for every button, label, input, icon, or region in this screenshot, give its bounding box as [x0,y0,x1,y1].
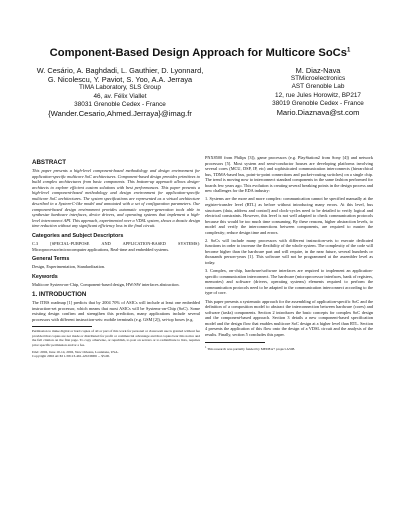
author-email: {Wander.Cesario,Ahmed.Jerraya}@imag.fr [48,109,192,119]
body-paragraph: This paper presents a systematic approach for the assembling of application-specific SoC and the definition of a composition model to abstract the interconnection between hardware (cores) and software (tasks) components. Section 2 introduces the basic concepts for complex SoC design and the component-based approach. Section 3 details a new component-based specification model and the design flow that enables multicore SoC design at a higher level than RTL. Section 4 presents the application of this flow onto the design of a VDSL circuit and the analysis of the results. Finally, section 5 concludes this paper. [205,298,373,337]
author-names: M. Diaz-Nava [295,66,341,75]
affiliation-line: TIMA Laboratory, SLS Group [79,84,161,92]
right-author-block [248,66,388,118]
author-names-line-1: W. Cesário, A. Baghdadi, L. Gauthier, D. Lyonnard, [36,66,204,75]
body-paragraph: 3. Complex, on-chip, hardware/software interfaces are required to implement an application-specific communication interconnect. The hardware (microprocessor interfaces, bank of registers, memories) and software (drivers, operating systems) elements required to perform the communication protocols need to be adapted to the communication interconnect according to the type of core. [205,268,373,296]
title-text: Component-Based Design Approach for Multicore SoCs [49,47,347,59]
footnote-divider [205,342,265,343]
affiliation-line: 12, rue Jules Horowitz, BP217 [275,91,361,99]
author-email: Mario.Diaznava@st.com [276,108,360,118]
abstract-heading: ABSTRACT [32,159,67,166]
affiliation-line: 38031 Grenoble Cedex - France [74,100,166,108]
title-footnote-mark: 1 [346,47,351,54]
affiliation-line: AST Grenoble Lab [291,83,345,91]
categories-heading: Categories and Subject Descriptors [32,233,124,240]
categories-text: C.3 [SPECIAL-PURPOSE AND APPLICATION-BASED SYSTEMS]: Microprocessor/microcomputer applications, Real-time and embedded systems. [32,241,200,252]
keywords-text: Multicore System-on-Chip, Component-based design, HW/SW interfaces abstraction. [32,281,180,287]
left-author-block [14,66,226,119]
introduction-heading: 1. INTRODUCTION [32,291,87,299]
affiliation-line: 46, av. Félix Viallet [93,92,147,100]
footnote-divider [32,326,92,327]
affiliation-line: STMicroelectronics [290,75,346,83]
body-paragraph: 2. SoCs will include many processors with different instruction-sets to execute dedicated functions in order to increase the flexibility of the whole system. The complexity of the code will become higher than the hardware part and will require, in the near future, several hundreds or thousands person-years [1]. This software will not be programmed at the assembler level as today. [205,237,373,266]
footnote-mark: 1 [205,345,207,350]
footnote-text: This research was partially funded by MEDEA+ project A508. [207,347,296,352]
conference-line: DAC 2002, June 10-14, 2002, New Orleans, Louisiana, USA. [32,349,119,354]
footnote [205,345,373,352]
body-paragraph: 1. Systems are the more and more complex: communication cannot be specified manually at the register-transfer level (RTL) as before without introducing many errors. At this level, bus structures (data, address and control) and clock-cycles need to be detailed to verify logical and electrical constraints. However, this level is not well adapted to check communication protocols because this would be too much time consuming. By these reasons, higher abstraction levels, to model and verify the interconnections between components, are required to master the complexity; reduce design time and errors. [205,196,373,235]
author-names-line-2: G. Nicolescu, Y. Paviot, S. Yoo, A.A. Jerraya [47,75,193,85]
abstract-text: This paper presents a high-level component-based methodology and design environment for application-specific multicore SoC architectures. Component-based design provides primitives to build complex architectures from basic components. This bottom-up approach allows design-architects to explore efficient custom solutions with best performances. This paper presents a high-level component-based methodology and design environment for application-specific multicore SoC architectures. The system specifications are represented as a virtual architecture described in a System-C-like model and annotated with a set of configuration parameters. Our component-based design environment provides automatic wrapper-generation tools able to synthesize hardware interfaces, device drivers, and operating systems that implement a high-level interconnect API. This approach, experimented over a VDSL system, shows a drastic design time reduction without any significant efficiency loss in the final circuit. [32,168,200,229]
right-column [205,155,373,355]
affiliation-line: 38019 Grenoble Cedex - France [272,99,364,107]
introduction-text: The ITRS roadmap [1] predicts that by 2004 70% of ASICs will include at least one embedded instruction-set processor, which means that most ASICs will be Systems-on-Chip (SoC). Some existing design confirm and strengthen this prediction, many applications include several processors with different instruction-sets: mobile terminals (e.g. GSM [2]), set-top boxes (e.g. [32,300,200,322]
left-column [32,155,200,362]
paper-title [0,47,400,59]
terms-heading: General Terms [32,256,70,263]
keywords-heading: Keywords [32,273,58,280]
copyright-line: Copyright 2002 ACM 1-58113-461-4/02/0006 ... $5.00. [32,354,111,359]
body-paragraph: PNX8500 from Philips [3]), game processors (e.g. PlayStation2 from Sony [4]) and network processors [5]. Most system and semi-conductor houses are developing platforms involving several cores (MCU, DSP, IP, etc) and sophisticated communication interconnects (hierarchical bus, TDMA-based bus, point-to-point connections and packet-routing switches) on a single chip. The trend is moving now to interconnect standard components in the same fashion performed for boards few years ago. This evolution is creating several breaking points in the design process and new challenges for the EDA industry: [205,155,373,194]
terms-text: Design, Experimentation, Standardization. [32,264,106,270]
permission-notice: Permission to make digital or hard copies of all or part of this work for personal or classroom use is granted without fee provided that copies are not made or distributed for profit or commercial advantage and that copies bear this notice and the full citation on the first page. To copy otherwise, or republish, to post on servers or to redistribute to lists, requires prior specific permission and/or a fee. [32,329,200,347]
